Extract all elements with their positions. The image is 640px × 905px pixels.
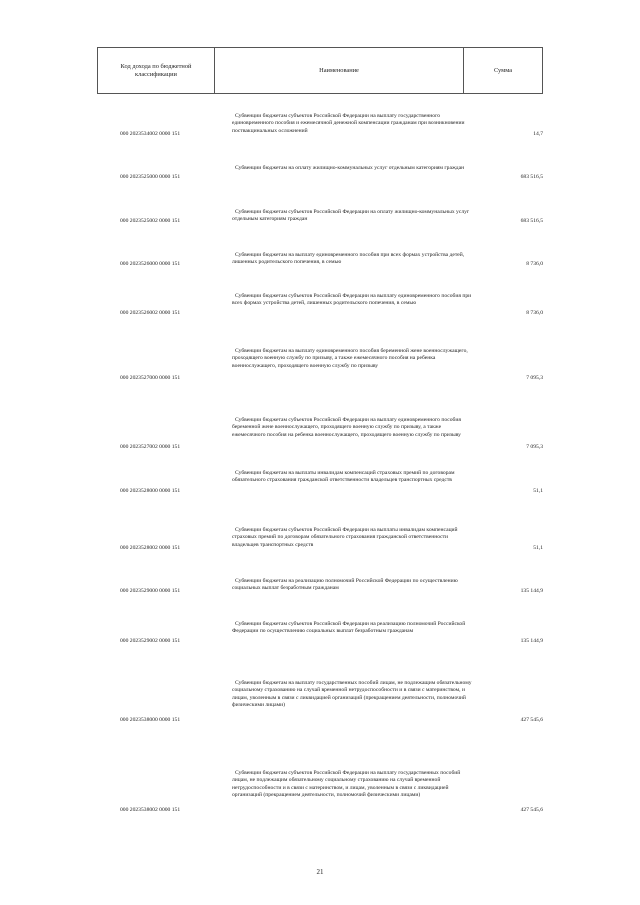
row-name: Субвенции бюджетам на выплату единовременного пособия беременной жене военнослужащего, проходящего военную службу по призыву, а также ежемесячного пособия на ребенка военнослужащего, проходящего военную службу по призыву [232, 348, 468, 369]
row-code: 000 2023526002 0000 151 [120, 310, 181, 316]
header-sum: Сумма [493, 66, 513, 74]
row-name: Субвенции бюджетам на реализацию полномочий Российской Федерации по осуществлению социальных выплат безработным гражданам [232, 578, 458, 592]
table-row [97, 252, 543, 272]
row-code: 000 2023527002 0000 151 [120, 444, 181, 450]
row-name: Субвенции бюджетам субъектов Российской Федерации на выплату единовременного пособия при всех формах устройства детей, лишенных родительского попечения, в семью [232, 293, 472, 307]
row-code: 000 2023538002 0000 151 [120, 807, 181, 813]
row-amount: 51,1 [533, 488, 543, 494]
row-amount: 8 736,0 [526, 310, 543, 316]
header-code: Код дохода по бюджетной классификации [98, 48, 215, 93]
table-row [97, 578, 543, 598]
table-row [97, 770, 543, 816]
row-code: 000 2023526000 0000 151 [120, 261, 181, 267]
row-name: Субвенции бюджетам на выплату единовременного пособия при всех формах устройства детей, лишенных родительского попечения, в семью [232, 252, 465, 266]
row-name: Субвенции бюджетам на оплату жилищно-коммунальных услуг отдельным категориям граждан [235, 165, 465, 171]
row-code: 000 2023527000 0000 151 [120, 375, 181, 381]
row-name: Субвенции бюджетам на выплату государственных пособий лицам, не подлежащим обязательному социальному страхованию на случай временной нетрудоспособности и в связи с материнством, и лицам, уволенным в связи с ликвидацией организаций (прекращением деятельности, полномочий физическими лицами) [232, 680, 472, 709]
row-code: 000 2023528000 0000 151 [120, 488, 181, 494]
table-row [97, 417, 543, 453]
row-name: Субвенции бюджетам на выплаты инвалидам компенсаций страховых премий по договорам обязательного страхования гражданской ответственности владельцев транспортных средств [232, 470, 455, 484]
row-amount: 135 144,9 [520, 638, 543, 644]
row-amount: 683 516,5 [520, 174, 543, 180]
row-name: Субвенции бюджетам субъектов Российской Федерации на выплату государственных пособий лицам, не подлежащим обязательному социальному страхованию на случай временной нетрудоспособности и в связи с материнством, и лицам, уволенным в связи с ликвидацией организаций (прекращением деятельности, полномочий физическими лицами) [232, 770, 461, 799]
row-amount: 135 144,9 [520, 588, 543, 594]
row-code: 000 2023528002 0000 151 [120, 545, 181, 551]
table-row [97, 680, 543, 726]
table-row [97, 165, 543, 185]
row-name: Субвенции бюджетам субъектов Российской Федерации на выплаты инвалидам компенсаций страховых премий по договорам обязательного страхования гражданской ответственности владельцев транспортных средств [232, 527, 458, 548]
row-code: 000 2023529002 0000 151 [120, 638, 181, 644]
row-code: 000 2023538000 0000 151 [120, 717, 181, 723]
table-row [97, 209, 543, 229]
header-name: Наименование [215, 48, 464, 93]
row-amount: 51,1 [533, 545, 543, 551]
row-code: 000 2023525002 0000 151 [120, 218, 181, 224]
row-amount: 427 545,6 [520, 807, 543, 813]
page-number: 21 [316, 868, 324, 876]
row-code: 000 2023529000 0000 151 [120, 588, 181, 594]
table-header [97, 47, 543, 94]
table-row [97, 527, 543, 555]
row-name: Субвенции бюджетам субъектов Российской Федерации на реализацию полномочий Российской Федерации по осуществлению социальных выплат безработным гражданам [232, 621, 466, 635]
table-row [97, 293, 543, 321]
row-amount: 7 095,3 [526, 375, 543, 381]
row-name: Субвенции бюджетам субъектов Российской Федерации на оплату жилищно-коммунальных услуг отдельным категориям граждан [232, 209, 470, 223]
row-name: Субвенции бюджетам субъектов Российской Федерации на выплату единовременного пособия беременной жене военнослужащего, проходящего военную службу по призыву, а также ежемесячного пособия на ребенка военнослужащего, проходящего военную службу по призыву [232, 417, 461, 438]
row-code: 000 2023525000 0000 151 [120, 174, 181, 180]
row-amount: 14,7 [533, 131, 543, 137]
row-amount: 427 545,6 [520, 717, 543, 723]
row-name: Субвенции бюджетам субъектов Российской Федерации на выплату государственного единовременного пособия и ежемесячной денежной компенсации гражданам при возникновении поствакцинальных осложнений [232, 113, 465, 134]
table-row [97, 470, 543, 498]
table-row [97, 113, 543, 143]
row-amount: 683 516,5 [520, 218, 543, 224]
row-amount: 7 095,3 [526, 444, 543, 450]
table-row [97, 348, 543, 384]
row-amount: 8 736,0 [526, 261, 543, 267]
row-code: 000 2023534002 0000 151 [120, 131, 181, 137]
table-row [97, 621, 543, 649]
